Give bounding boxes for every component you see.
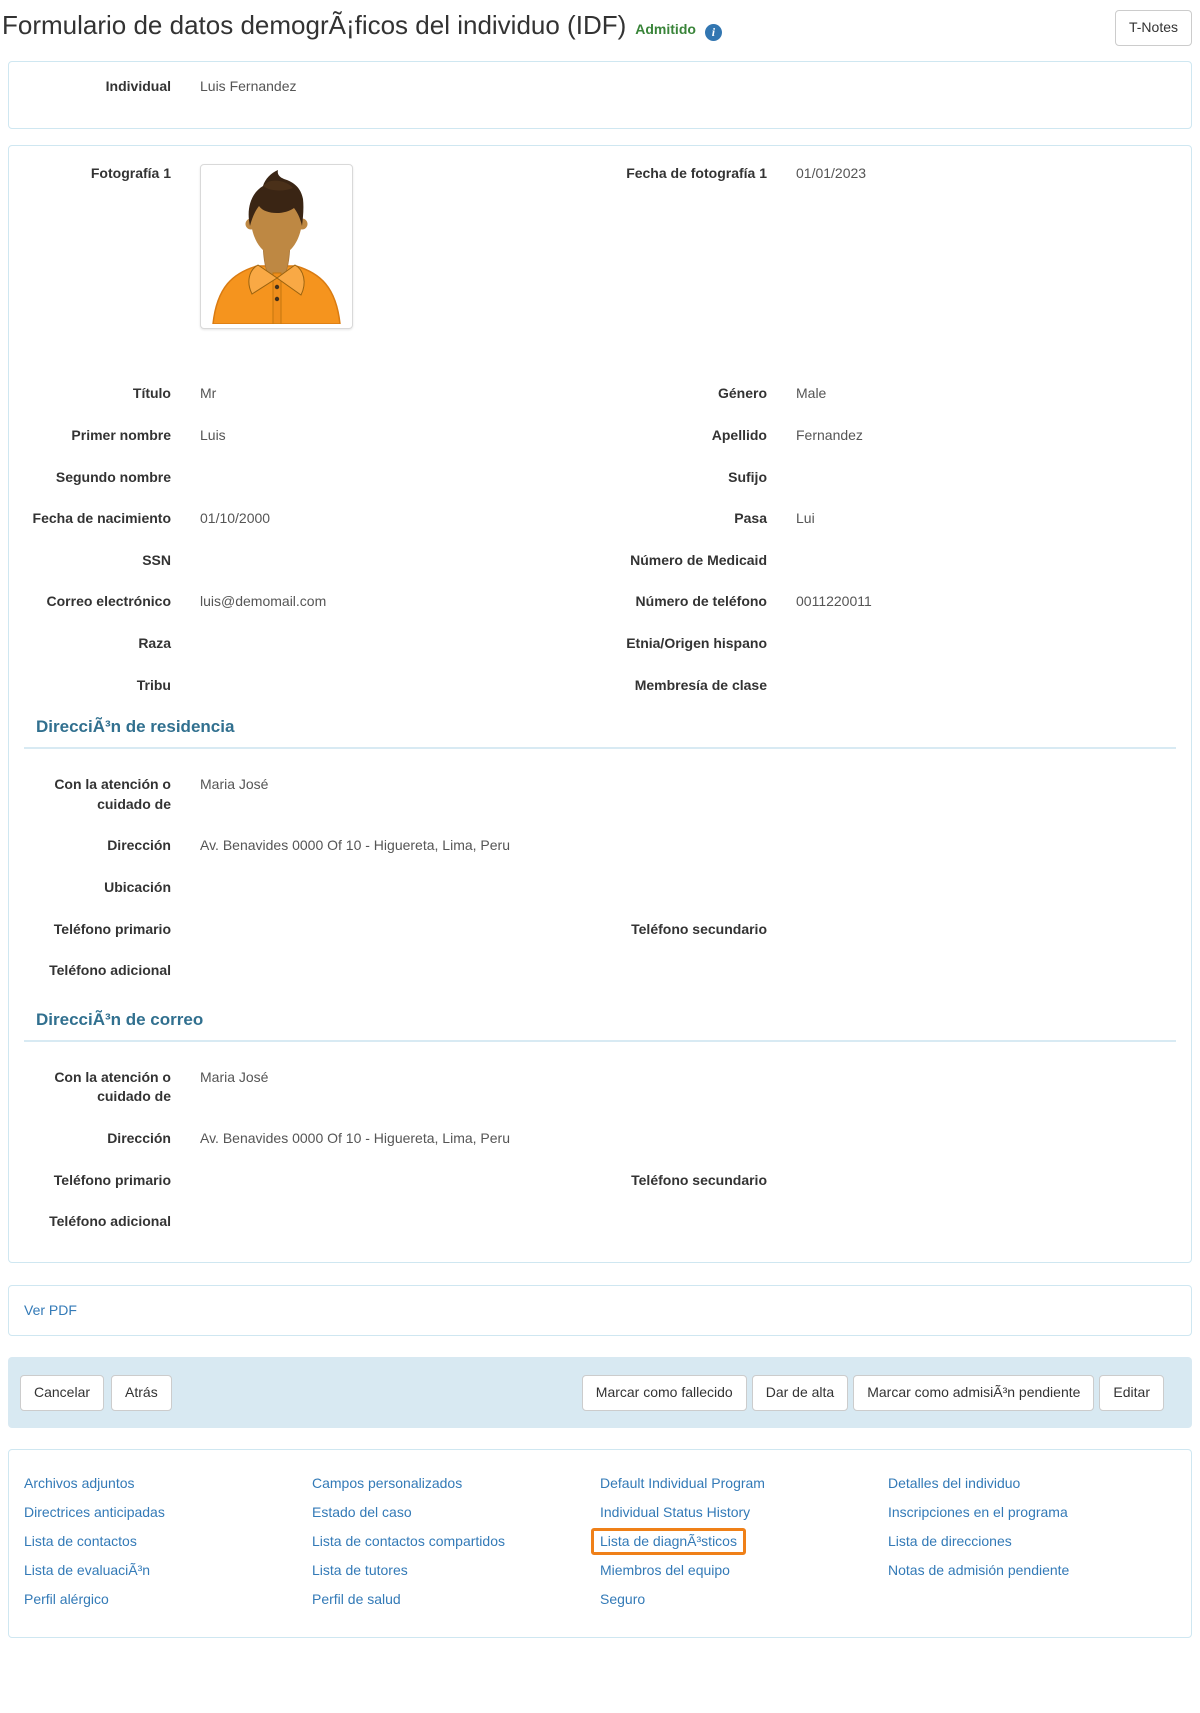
field-label: Título — [132, 385, 171, 402]
link-default-individual-program[interactable]: Default Individual Program — [600, 1474, 765, 1491]
field-row — [24, 920, 1176, 940]
individual-value: Luis Fernandez — [200, 77, 297, 94]
field-label: SSN — [142, 551, 171, 568]
link-lista-de-contactos-compartidos[interactable]: Lista de contactos compartidos — [312, 1532, 505, 1549]
field-row — [24, 878, 1176, 898]
address-value: Av. Benavides 0000 Of 10 - Higuereta, Lima, Peru — [200, 1129, 510, 1146]
link-lista-de-contactos[interactable]: Lista de contactos — [24, 1532, 137, 1549]
care-of-value: Maria José — [200, 776, 269, 793]
field-label: Primer nombre — [71, 427, 171, 444]
photo-date-value: 01/01/2023 — [796, 165, 867, 182]
mark-pending-admission-button[interactable]: Marcar como admisiÃ³n pendiente — [853, 1375, 1094, 1411]
links-column-4 — [888, 1474, 1176, 1619]
field-label: Número de Medicaid — [630, 551, 767, 568]
action-bar — [8, 1357, 1192, 1428]
edit-button[interactable]: Editar — [1099, 1375, 1164, 1411]
link-seguro[interactable]: Seguro — [600, 1590, 646, 1607]
photo-label: Fotografía 1 — [90, 165, 171, 182]
link-miembros-del-equipo[interactable]: Miembros del equipo — [600, 1561, 730, 1578]
care-of-label: Con la atención o cuidado de — [54, 776, 171, 812]
field-label: Raza — [138, 635, 171, 652]
divider — [24, 1040, 1176, 1042]
t-notes-button[interactable]: T-Notes — [1115, 10, 1192, 46]
field-value: luis@demomail.com — [200, 593, 327, 610]
phone-secondary-label: Teléfono secundario — [631, 1171, 767, 1188]
link-lista-de-tutores[interactable]: Lista de tutores — [312, 1561, 408, 1578]
address-label: Dirección — [107, 1129, 171, 1146]
cancel-button[interactable]: Cancelar — [20, 1375, 104, 1411]
field-row — [24, 384, 1176, 404]
field-value: 01/10/2000 — [200, 510, 271, 527]
link-lista-de-evaluacion[interactable]: Lista de evaluaciÃ³n — [24, 1561, 151, 1578]
status-badge: Admitido — [635, 21, 696, 37]
info-icon[interactable]: i — [705, 24, 722, 41]
field-label: Membresía de clase — [634, 676, 767, 693]
field-row — [24, 676, 1176, 696]
field-row — [24, 1171, 1176, 1191]
field-label: Pasa — [734, 510, 767, 527]
field-row — [24, 634, 1176, 654]
phone-secondary-label: Teléfono secundario — [631, 920, 767, 937]
link-lista-de-direcciones[interactable]: Lista de direcciones — [888, 1532, 1012, 1549]
link-archivos-adjuntos[interactable]: Archivos adjuntos — [24, 1474, 135, 1491]
link-inscripciones-en-el-programa[interactable]: Inscripciones en el programa — [888, 1503, 1068, 1520]
link-directrices-anticipadas[interactable]: Directrices anticipadas — [24, 1503, 165, 1520]
field-row — [24, 1068, 1176, 1107]
field-label: Correo electrónico — [46, 593, 171, 610]
field-label: Sufijo — [728, 468, 767, 485]
field-row — [24, 961, 1176, 981]
field-value: Mr — [200, 385, 217, 402]
field-row — [24, 468, 1176, 488]
address-value: Av. Benavides 0000 Of 10 - Higuereta, Lima, Peru — [200, 837, 510, 854]
field-value: Male — [796, 385, 827, 402]
individual-panel — [8, 61, 1192, 130]
field-value: Lui — [796, 510, 815, 527]
mark-deceased-button[interactable]: Marcar como fallecido — [582, 1375, 747, 1411]
mailing-address-heading: DirecciÃ³n de correo — [36, 1009, 204, 1029]
address-label: Dirección — [107, 837, 171, 854]
field-label: Segundo nombre — [55, 468, 171, 485]
photo-date-label: Fecha de fotografía 1 — [626, 165, 767, 182]
highlight-box — [591, 1528, 746, 1555]
demographic-fields — [24, 384, 1176, 695]
link-campos-personalizados[interactable]: Campos personalizados — [312, 1474, 463, 1491]
field-value: Luis — [200, 427, 226, 444]
photo-row — [24, 164, 1176, 329]
phone-additional-label: Teléfono adicional — [49, 962, 171, 979]
field-label: Número de teléfono — [635, 593, 767, 610]
field-label: Género — [717, 385, 767, 402]
field-row — [24, 509, 1176, 529]
field-label: Etnia/Origen hispano — [626, 635, 767, 652]
links-column-2 — [312, 1474, 600, 1619]
field-value: 0011220011 — [796, 593, 872, 610]
location-label: Ubicación — [104, 879, 171, 895]
field-row — [24, 551, 1176, 571]
care-of-label: Con la atención o cuidado de — [54, 1068, 171, 1105]
pdf-panel — [8, 1285, 1192, 1336]
field-row — [24, 426, 1176, 446]
field-label: Fecha de nacimiento — [32, 510, 171, 527]
ver-pdf-link[interactable]: Ver PDF — [24, 1301, 77, 1318]
link-estado-del-caso[interactable]: Estado del caso — [312, 1503, 412, 1520]
demographics-panel — [8, 145, 1192, 1262]
field-value: Fernandez — [796, 427, 863, 444]
discharge-button[interactable]: Dar de alta — [752, 1375, 848, 1411]
links-column-1 — [24, 1474, 312, 1619]
link-detalles-del-individuo[interactable]: Detalles del individuo — [888, 1474, 1021, 1491]
field-row — [24, 592, 1176, 612]
link-lista-de-diagnosticos[interactable]: Lista de diagnÃ³sticos — [600, 1532, 737, 1549]
phone-additional-label: Teléfono adicional — [49, 1213, 171, 1230]
phone-primary-label: Teléfono primario — [53, 1171, 171, 1188]
link-notas-de-admision-pendiente[interactable]: Notas de admisión pendiente — [888, 1561, 1070, 1578]
title-bar — [0, 0, 1200, 46]
divider — [24, 747, 1176, 749]
field-row — [24, 836, 1176, 856]
phone-primary-label: Teléfono primario — [53, 920, 171, 937]
residence-address-heading: DirecciÃ³n de residencia — [36, 717, 235, 737]
page-title: Formulario de datos demogrÃ¡ficos del individuo (IDF) — [2, 10, 627, 40]
field-row — [24, 1129, 1176, 1149]
photo-frame — [200, 164, 353, 329]
back-button[interactable]: Atrás — [111, 1375, 172, 1411]
links-column-3 — [600, 1474, 888, 1619]
individual-label: Individual — [105, 77, 171, 94]
field-row — [24, 1212, 1176, 1232]
field-label: Tribu — [136, 676, 171, 693]
field-label: Apellido — [711, 427, 767, 444]
link-perfil-de-salud[interactable]: Perfil de salud — [312, 1590, 401, 1607]
male-avatar-icon — [205, 169, 348, 324]
link-perfil-alergico[interactable]: Perfil alérgico — [24, 1590, 109, 1607]
care-of-value: Maria José — [200, 1068, 269, 1085]
links-panel — [8, 1449, 1192, 1638]
field-row — [24, 775, 1176, 814]
link-individual-status-history[interactable]: Individual Status History — [600, 1503, 751, 1520]
